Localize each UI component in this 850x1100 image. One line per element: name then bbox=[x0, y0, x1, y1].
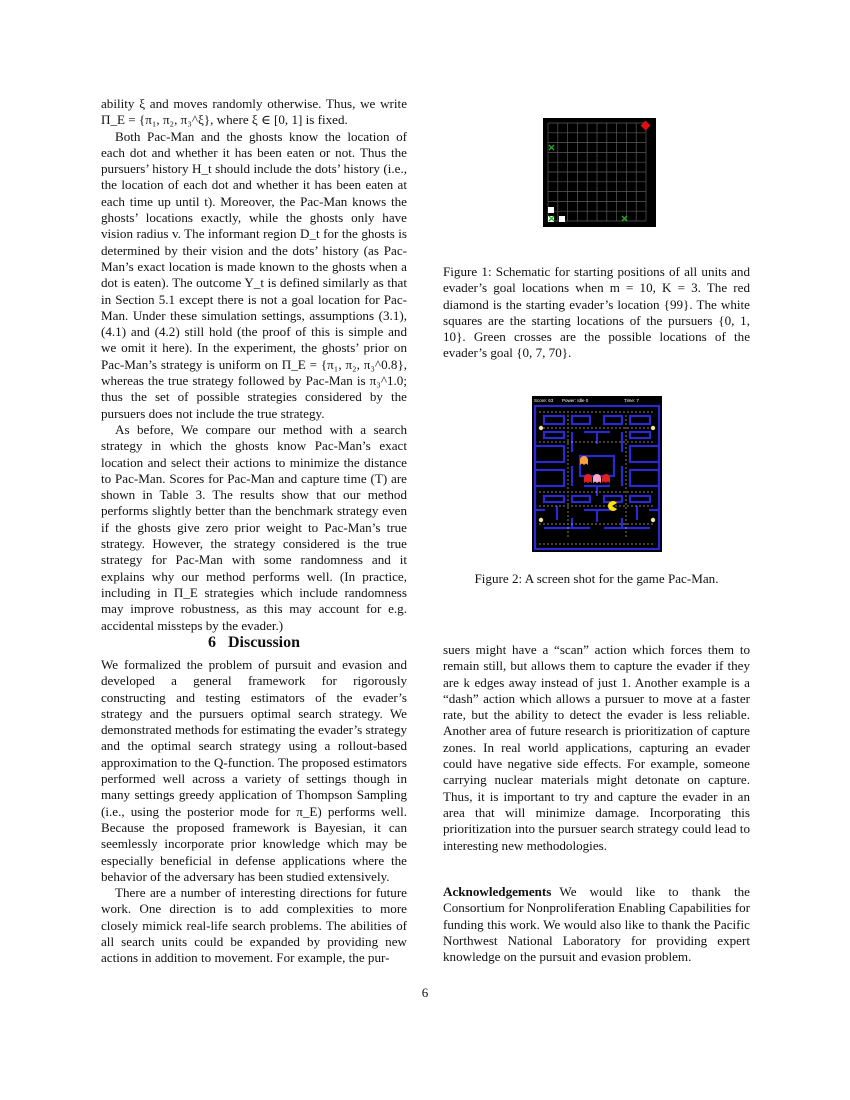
pellet bbox=[587, 411, 588, 412]
pellet bbox=[575, 491, 576, 492]
pellet bbox=[647, 491, 648, 492]
pellet bbox=[539, 411, 540, 412]
figure-2-pacman-screenshot bbox=[532, 396, 662, 552]
pellet bbox=[639, 543, 640, 544]
pellet bbox=[619, 491, 620, 492]
pellet bbox=[591, 505, 592, 506]
pellet bbox=[625, 479, 626, 480]
pellet bbox=[647, 543, 648, 544]
pellet bbox=[647, 427, 648, 428]
pellet bbox=[599, 491, 600, 492]
ghost-icon bbox=[593, 474, 601, 483]
pellet bbox=[567, 471, 568, 472]
pellet bbox=[579, 523, 580, 524]
paragraph: suers might have a “scan” action which forces them to remain still, but allows them to capture the evader if they are k edges away instead of just 1. Another example is a “dash” action which allows a pursuer to move at a faster rate, but the ability to detect the evader is less reliable. Another area of future research is prioritization of capture zones. In real world applications, capturing an evader could have negative side effects. For example, someone carrying nuclear materials might detonate on capture. Thus, it is important to try and capture the evader in an area that will minimize damage. Incorporating this prioritization into the pursuer search strategy could lead to interesting new methodologies. bbox=[443, 642, 750, 853]
pellet bbox=[579, 441, 580, 442]
pellet bbox=[615, 427, 616, 428]
pellet bbox=[543, 523, 544, 524]
pellet bbox=[625, 511, 626, 512]
pellet bbox=[623, 523, 624, 524]
ghost-icon bbox=[580, 456, 588, 465]
pellet bbox=[567, 439, 568, 440]
pellet bbox=[651, 411, 652, 412]
page-number: 6 bbox=[421, 985, 429, 1000]
pellet bbox=[635, 441, 636, 442]
pellet bbox=[599, 505, 600, 506]
ghost-icon bbox=[584, 474, 592, 483]
pellet bbox=[647, 523, 648, 524]
pellet bbox=[583, 427, 584, 428]
pellet bbox=[567, 475, 568, 476]
pellet bbox=[603, 411, 604, 412]
pellet bbox=[587, 543, 588, 544]
pellet bbox=[611, 491, 612, 492]
pellet bbox=[625, 527, 626, 528]
pellet bbox=[595, 427, 596, 428]
pellet bbox=[595, 491, 596, 492]
pellet bbox=[567, 435, 568, 436]
pellet bbox=[551, 491, 552, 492]
acknowledgements bbox=[443, 884, 750, 965]
pellet bbox=[627, 441, 628, 442]
pellet bbox=[625, 419, 626, 420]
pellet bbox=[627, 411, 628, 412]
pellet bbox=[563, 411, 564, 412]
pellet bbox=[591, 411, 592, 412]
pellet bbox=[583, 523, 584, 524]
pellet bbox=[643, 491, 644, 492]
pellet bbox=[583, 441, 584, 442]
pellet bbox=[567, 423, 568, 424]
pellet bbox=[567, 523, 568, 524]
pellet bbox=[555, 543, 556, 544]
pellet bbox=[643, 523, 644, 524]
pellet bbox=[599, 543, 600, 544]
pellet bbox=[643, 411, 644, 412]
pellet bbox=[599, 427, 600, 428]
hud-score: Score: 63 bbox=[534, 398, 554, 403]
pellet bbox=[625, 423, 626, 424]
pellet bbox=[567, 519, 568, 520]
left-column bbox=[101, 96, 407, 634]
pellet bbox=[571, 491, 572, 492]
pellet bbox=[615, 491, 616, 492]
pellet bbox=[639, 505, 640, 506]
pellet bbox=[595, 505, 596, 506]
pellet bbox=[587, 491, 588, 492]
pellet bbox=[635, 543, 636, 544]
pellet bbox=[543, 491, 544, 492]
pellet bbox=[651, 491, 652, 492]
pellet bbox=[639, 427, 640, 428]
pellet bbox=[611, 543, 612, 544]
pellet bbox=[563, 505, 564, 506]
pellet bbox=[547, 505, 548, 506]
power-pellet bbox=[539, 426, 543, 430]
paragraph: ability ξ and moves randomly otherwise. Thus, we write Π_E = {π₁, π₂, π₃^ξ}, where ξ ∈ [0, 1] is fixed. bbox=[101, 96, 407, 128]
pellet bbox=[547, 523, 548, 524]
pellet bbox=[595, 441, 596, 442]
paragraph: As before, We compare our method with a search strategy in which the ghosts know Pac-Man’s exact location and select their actions to minimize the distance to Pac-Man. Scores for Pac-Man and capture time (T) are shown in Table 3. The results show that our method performs slightly better than the benchmark strategy even if the ghosts give zero prior weight to Pac-Man’s true strategy. However, the strategy considered is the true strategy for Pac-Man with some randomness and it explains why our method performs well. (In practice, including in Π_E strategies which include randomness may improve robustness, as this may account for e.g. accidental missteps by the evader.) bbox=[101, 421, 407, 633]
pellet bbox=[615, 505, 616, 506]
pellet bbox=[651, 523, 652, 524]
pellet bbox=[619, 523, 620, 524]
pellet bbox=[567, 531, 568, 532]
pellet bbox=[567, 483, 568, 484]
pellet bbox=[559, 411, 560, 412]
pellet bbox=[627, 427, 628, 428]
pellet bbox=[555, 505, 556, 506]
pellet bbox=[615, 441, 616, 442]
pellet bbox=[567, 431, 568, 432]
pellet bbox=[611, 441, 612, 442]
pellet bbox=[539, 491, 540, 492]
pellet bbox=[625, 531, 626, 532]
pellet bbox=[599, 523, 600, 524]
pellet bbox=[539, 523, 540, 524]
pellet bbox=[551, 523, 552, 524]
pellet bbox=[567, 507, 568, 508]
pellet bbox=[625, 443, 626, 444]
pellet bbox=[627, 505, 628, 506]
pellet bbox=[635, 427, 636, 428]
pellet bbox=[547, 543, 548, 544]
section-number: 6 bbox=[207, 634, 216, 651]
pellet bbox=[591, 441, 592, 442]
pellet bbox=[571, 543, 572, 544]
pellet bbox=[619, 505, 620, 506]
pellet bbox=[567, 487, 568, 488]
pellet bbox=[583, 543, 584, 544]
paragraph: We formalized the problem of pursuit and evasion and developed a general framework for rigorously constructing and testing estimators of the evader’s strategy and the pursuers optimal search strategy. We demonstrated methods for estimating the evader’s strategy and the optimal search strategy using a rollout-based approximation to the Q-function. The proposed estimators performed well across a variety of settings though in many settings greedy application of Thompson Sampling (i.e., using the posterior mode for π_E) performs well. Because the proposed framework is Bayesian, it can seemlessly incorporate prior knowledge which may be especially beneficial in defense applications where the behavior of the adversary has been studied extensively. bbox=[101, 657, 407, 884]
pellet bbox=[627, 523, 628, 524]
pellet bbox=[555, 523, 556, 524]
pellet bbox=[567, 511, 568, 512]
figure-1-grid bbox=[543, 118, 656, 227]
pellet bbox=[599, 441, 600, 442]
pellet bbox=[635, 505, 636, 506]
pellet bbox=[625, 499, 626, 500]
pellet bbox=[625, 515, 626, 516]
pellet bbox=[619, 441, 620, 442]
pellet bbox=[627, 491, 628, 492]
pellet bbox=[567, 459, 568, 460]
pellet bbox=[567, 535, 568, 536]
pellet bbox=[587, 505, 588, 506]
pellet bbox=[571, 427, 572, 428]
pellet bbox=[607, 427, 608, 428]
pellet bbox=[603, 505, 604, 506]
pellet bbox=[559, 427, 560, 428]
pellet bbox=[625, 483, 626, 484]
pellet bbox=[607, 441, 608, 442]
pellet bbox=[631, 523, 632, 524]
pellet bbox=[563, 523, 564, 524]
pellet bbox=[625, 467, 626, 468]
pellet bbox=[571, 505, 572, 506]
pellet bbox=[567, 411, 568, 412]
pellet bbox=[635, 411, 636, 412]
pellet bbox=[623, 441, 624, 442]
pellet bbox=[563, 427, 564, 428]
pellet bbox=[583, 505, 584, 506]
pellet bbox=[583, 491, 584, 492]
pellet bbox=[591, 427, 592, 428]
pellet bbox=[639, 491, 640, 492]
pellet bbox=[567, 419, 568, 420]
pellet bbox=[567, 451, 568, 452]
power-pellet bbox=[651, 518, 655, 522]
pellet bbox=[625, 439, 626, 440]
pellet bbox=[567, 503, 568, 504]
pellet bbox=[647, 411, 648, 412]
pellet bbox=[631, 427, 632, 428]
acknowledgements-title: Acknowledgements bbox=[443, 884, 552, 899]
pellet bbox=[643, 427, 644, 428]
pellet bbox=[579, 411, 580, 412]
pellet bbox=[575, 543, 576, 544]
pellet bbox=[615, 411, 616, 412]
pellet bbox=[625, 435, 626, 436]
pellet bbox=[625, 455, 626, 456]
pellet bbox=[627, 543, 628, 544]
pellet bbox=[555, 491, 556, 492]
pellet bbox=[539, 441, 540, 442]
pellet bbox=[607, 523, 608, 524]
pellet bbox=[639, 523, 640, 524]
pellet bbox=[619, 543, 620, 544]
pellet bbox=[625, 431, 626, 432]
pellet bbox=[651, 543, 652, 544]
pellet bbox=[623, 491, 624, 492]
pellet bbox=[631, 543, 632, 544]
pellet bbox=[631, 491, 632, 492]
pellet bbox=[639, 441, 640, 442]
pellet bbox=[651, 441, 652, 442]
pellet bbox=[559, 523, 560, 524]
pellet bbox=[567, 455, 568, 456]
pursuer-square bbox=[559, 216, 565, 222]
pellet bbox=[579, 491, 580, 492]
pellet bbox=[591, 491, 592, 492]
pellet bbox=[563, 441, 564, 442]
pellet bbox=[543, 411, 544, 412]
pellet bbox=[575, 523, 576, 524]
pellet bbox=[575, 505, 576, 506]
pellet bbox=[603, 543, 604, 544]
pellet bbox=[551, 441, 552, 442]
pellet bbox=[651, 505, 652, 506]
hud-power: Power: Idle 0 bbox=[562, 398, 589, 403]
pellet bbox=[599, 411, 600, 412]
discussion-right bbox=[443, 642, 750, 854]
pellet bbox=[625, 451, 626, 452]
pellet bbox=[611, 411, 612, 412]
pellet bbox=[567, 515, 568, 516]
pellet bbox=[551, 411, 552, 412]
pellet bbox=[643, 543, 644, 544]
paragraph: There are a number of interesting directions for future work. One direction is to add complexities to more closely mimick real-life search problems. The abilities of all search units could be expanded by providing new actions in addition to movement. For example, the pur- bbox=[101, 885, 407, 966]
pellet bbox=[611, 523, 612, 524]
pellet bbox=[551, 543, 552, 544]
pellet bbox=[603, 523, 604, 524]
pellet bbox=[623, 411, 624, 412]
pellet bbox=[587, 441, 588, 442]
pellet bbox=[555, 411, 556, 412]
pellet bbox=[559, 543, 560, 544]
pellet bbox=[591, 543, 592, 544]
pellet bbox=[625, 415, 626, 416]
pellet bbox=[567, 467, 568, 468]
pellet bbox=[555, 427, 556, 428]
pellet bbox=[563, 543, 564, 544]
pellet bbox=[539, 505, 540, 506]
pellet bbox=[579, 505, 580, 506]
pellet bbox=[623, 543, 624, 544]
pellet bbox=[543, 441, 544, 442]
pellet bbox=[567, 505, 568, 506]
pellet bbox=[579, 427, 580, 428]
figure-2-caption: Figure 2: A screen shot for the game Pac-Man. bbox=[474, 571, 719, 586]
pellet bbox=[595, 543, 596, 544]
pellet bbox=[625, 475, 626, 476]
paragraph: Both Pac-Man and the ghosts know the location of each dot and whether it has been eaten or not. Thus the pursuers’ history H_t should include the dots’ history (i.e., the location of each dot and whether it has been eaten at each time up until t). Moreover, the Pac-Man knows the ghosts’ locations exactly, while the ghosts only have vision radius v. The informant region D_t for the ghosts is determined by their vision and the dots’ history (as Pac-Man’s exact location is made known to the ghosts when a dot is eaten). The outcome Y_t is defined similarly as that in Section 5.1 except there is not a goal location for Pac-Man. Under these simulation settings, assumptions (3.1), (4.1) and (4.2) still hold (the proof of this is simple and we omit it here). In the experiment, the ghosts’ prior on Pac-Man’s strategy is uniform on Π_E = {π₁, π₂, π₃^0.8}, whereas the true strategy followed by Pac-Man is π₃^1.0; thus the set of possible strategies considered by the pursuers does not include the true strategy. bbox=[101, 128, 407, 421]
pellet bbox=[567, 491, 568, 492]
pellet bbox=[631, 505, 632, 506]
pellet bbox=[635, 491, 636, 492]
pellet bbox=[567, 427, 568, 428]
pellet bbox=[551, 427, 552, 428]
pellet bbox=[635, 523, 636, 524]
pellet bbox=[583, 411, 584, 412]
pellet bbox=[625, 503, 626, 504]
pellet bbox=[571, 523, 572, 524]
pellet bbox=[625, 463, 626, 464]
pellet bbox=[575, 427, 576, 428]
pellet bbox=[625, 471, 626, 472]
pellet bbox=[591, 523, 592, 524]
pellet bbox=[559, 505, 560, 506]
pellet bbox=[547, 491, 548, 492]
pellet bbox=[625, 487, 626, 488]
pellet bbox=[555, 441, 556, 442]
pellet bbox=[551, 505, 552, 506]
pellet bbox=[625, 519, 626, 520]
pellet bbox=[625, 523, 626, 524]
pellet bbox=[571, 411, 572, 412]
pellet bbox=[595, 411, 596, 412]
pellet bbox=[567, 415, 568, 416]
pellet bbox=[643, 505, 644, 506]
figure-1-caption: Figure 1: Schematic for starting positions of all units and evader’s goal locations when m = 10, K = 3. The red diamond is the starting evader’s location {99}. The white squares are the starting locations of the pursuers {0, 1, 10}. Green crosses are the possible locations of the evader’s goal {0, 7, 70}. bbox=[443, 264, 750, 361]
pellet bbox=[631, 441, 632, 442]
pellet bbox=[647, 441, 648, 442]
pellet bbox=[547, 441, 548, 442]
discussion-left bbox=[101, 657, 407, 967]
pellet bbox=[567, 495, 568, 496]
pellet bbox=[595, 523, 596, 524]
pellet bbox=[563, 491, 564, 492]
pellet bbox=[567, 499, 568, 500]
ghost-icon bbox=[602, 474, 610, 483]
pellet bbox=[547, 411, 548, 412]
pellet bbox=[619, 411, 620, 412]
pellet bbox=[647, 505, 648, 506]
pellet bbox=[603, 491, 604, 492]
pellet bbox=[611, 427, 612, 428]
pellet bbox=[625, 427, 626, 428]
pellet bbox=[625, 491, 626, 492]
pellet bbox=[643, 441, 644, 442]
pellet bbox=[587, 523, 588, 524]
pellet bbox=[603, 441, 604, 442]
pellet bbox=[607, 543, 608, 544]
pellet bbox=[625, 535, 626, 536]
pellet bbox=[567, 463, 568, 464]
pellet bbox=[623, 427, 624, 428]
pellet bbox=[567, 447, 568, 448]
pellet bbox=[567, 527, 568, 528]
pellet bbox=[539, 543, 540, 544]
pellet bbox=[625, 447, 626, 448]
pellet bbox=[543, 543, 544, 544]
pellet bbox=[567, 443, 568, 444]
pellet bbox=[619, 427, 620, 428]
pellet bbox=[607, 491, 608, 492]
pellet bbox=[579, 543, 580, 544]
pellet bbox=[567, 441, 568, 442]
pellet bbox=[559, 491, 560, 492]
pellet bbox=[559, 441, 560, 442]
power-pellet bbox=[539, 518, 543, 522]
pellet bbox=[615, 523, 616, 524]
pursuer-square bbox=[548, 207, 554, 213]
pellet bbox=[567, 479, 568, 480]
pellet bbox=[625, 495, 626, 496]
pellet bbox=[587, 427, 588, 428]
pellet bbox=[625, 507, 626, 508]
pellet bbox=[625, 459, 626, 460]
section-title: Discussion bbox=[227, 634, 301, 651]
pellet bbox=[623, 505, 624, 506]
hud-time: Time: 7 bbox=[624, 398, 639, 403]
pellet bbox=[631, 411, 632, 412]
pellet bbox=[571, 441, 572, 442]
power-pellet bbox=[651, 426, 655, 430]
pellet bbox=[575, 441, 576, 442]
pellet bbox=[543, 505, 544, 506]
pellet bbox=[547, 427, 548, 428]
section-heading bbox=[101, 634, 407, 652]
pellet bbox=[543, 427, 544, 428]
pellet bbox=[639, 411, 640, 412]
pellet bbox=[615, 543, 616, 544]
pellet bbox=[575, 411, 576, 412]
pellet bbox=[603, 427, 604, 428]
pellet bbox=[567, 543, 568, 544]
acknowledgements-text: We would like to thank the Consortium for Nonproliferation Enabling Capabilities for funding this work. We would also like to thank the Pacific Northwest National Laboratory for providing expert knowledge on the pursuit and evasion problem. bbox=[443, 884, 750, 965]
pellet bbox=[607, 411, 608, 412]
